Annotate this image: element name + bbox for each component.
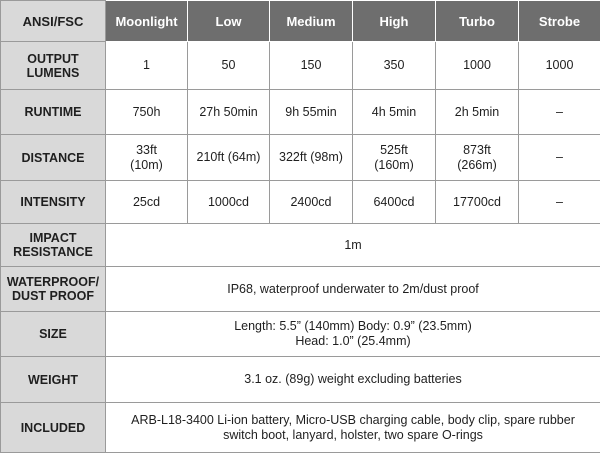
label-line: LUMENS xyxy=(5,66,101,80)
row-runtime xyxy=(1,90,600,135)
cell-distance-turbo xyxy=(436,135,519,181)
label-line: RESISTANCE xyxy=(5,245,101,259)
value-line: switch boot, lanyard, holster, two spare O-rings xyxy=(110,428,596,443)
cell-size-value xyxy=(106,312,600,357)
header-low: Low xyxy=(188,1,270,42)
cell-distance-strobe xyxy=(519,135,600,181)
row-label-runtime: RUNTIME xyxy=(1,90,106,135)
cell-distance-high xyxy=(353,135,436,181)
row-waterproof xyxy=(1,267,600,312)
row-impact xyxy=(1,224,600,267)
value-line: Length: 5.5” (140mm) Body: 0.9” (23.5mm) xyxy=(110,319,596,334)
row-size xyxy=(1,312,600,357)
cell-output-strobe: 1000 xyxy=(519,42,600,90)
cell-intensity-moonlight: 25cd xyxy=(106,181,188,224)
cell-runtime-strobe: – xyxy=(519,90,600,135)
row-weight xyxy=(1,357,600,403)
value-line: 873ft xyxy=(440,143,514,158)
cell-output-high: 350 xyxy=(353,42,436,90)
cell-output-moonlight: 1 xyxy=(106,42,188,90)
value-line: 525ft xyxy=(357,143,431,158)
cell-impact-value: 1m xyxy=(106,224,600,267)
cell-output-medium: 150 xyxy=(270,42,353,90)
label-line: DUST PROOF xyxy=(5,289,101,303)
value-line: (10m) xyxy=(110,158,183,173)
header-medium: Medium xyxy=(270,1,353,42)
row-included xyxy=(1,403,600,453)
row-intensity xyxy=(1,181,600,224)
cell-intensity-low: 1000cd xyxy=(188,181,270,224)
value-line: (160m) xyxy=(357,158,431,173)
value-line: Head: 1.0” (25.4mm) xyxy=(110,334,596,349)
header-corner: ANSI/FSC xyxy=(1,1,106,42)
cell-runtime-turbo: 2h 5min xyxy=(436,90,519,135)
value-line: 210ft (64m) xyxy=(192,150,265,165)
cell-distance-medium xyxy=(270,135,353,181)
cell-intensity-medium: 2400cd xyxy=(270,181,353,224)
row-label-size: SIZE xyxy=(1,312,106,357)
value-line: 33ft xyxy=(110,143,183,158)
header-row xyxy=(1,1,600,42)
row-label-weight: WEIGHT xyxy=(1,357,106,403)
row-distance xyxy=(1,135,600,181)
header-moonlight: Moonlight xyxy=(106,1,188,42)
cell-waterproof-value: IP68, waterproof underwater to 2m/dust proof xyxy=(106,267,600,312)
label-line: OUTPUT xyxy=(5,52,101,66)
row-label-distance: DISTANCE xyxy=(1,135,106,181)
header-high: High xyxy=(353,1,436,42)
value-line: (266m) xyxy=(440,158,514,173)
cell-weight-value: 3.1 oz. (89g) weight excluding batteries xyxy=(106,357,600,403)
header-turbo: Turbo xyxy=(436,1,519,42)
row-output xyxy=(1,42,600,90)
row-label-impact xyxy=(1,224,106,267)
cell-runtime-medium: 9h 55min xyxy=(270,90,353,135)
label-line: IMPACT xyxy=(5,231,101,245)
cell-runtime-low: 27h 50min xyxy=(188,90,270,135)
cell-distance-moonlight xyxy=(106,135,188,181)
label-line: WATERPROOF/ xyxy=(5,275,101,289)
cell-distance-low xyxy=(188,135,270,181)
cell-output-low: 50 xyxy=(188,42,270,90)
row-label-included: INCLUDED xyxy=(1,403,106,453)
value-line: ARB-L18-3400 Li-ion battery, Micro-USB charging cable, body clip, spare rubber xyxy=(110,413,596,428)
cell-intensity-strobe: – xyxy=(519,181,600,224)
cell-intensity-high: 6400cd xyxy=(353,181,436,224)
header-strobe: Strobe xyxy=(519,1,600,42)
value-line: – xyxy=(523,150,596,165)
row-label-output xyxy=(1,42,106,90)
cell-runtime-high: 4h 5min xyxy=(353,90,436,135)
cell-included-value xyxy=(106,403,600,453)
row-label-waterproof xyxy=(1,267,106,312)
value-line: 322ft (98m) xyxy=(274,150,348,165)
row-label-intensity: INTENSITY xyxy=(1,181,106,224)
cell-output-turbo: 1000 xyxy=(436,42,519,90)
cell-runtime-moonlight: 750h xyxy=(106,90,188,135)
cell-intensity-turbo: 17700cd xyxy=(436,181,519,224)
